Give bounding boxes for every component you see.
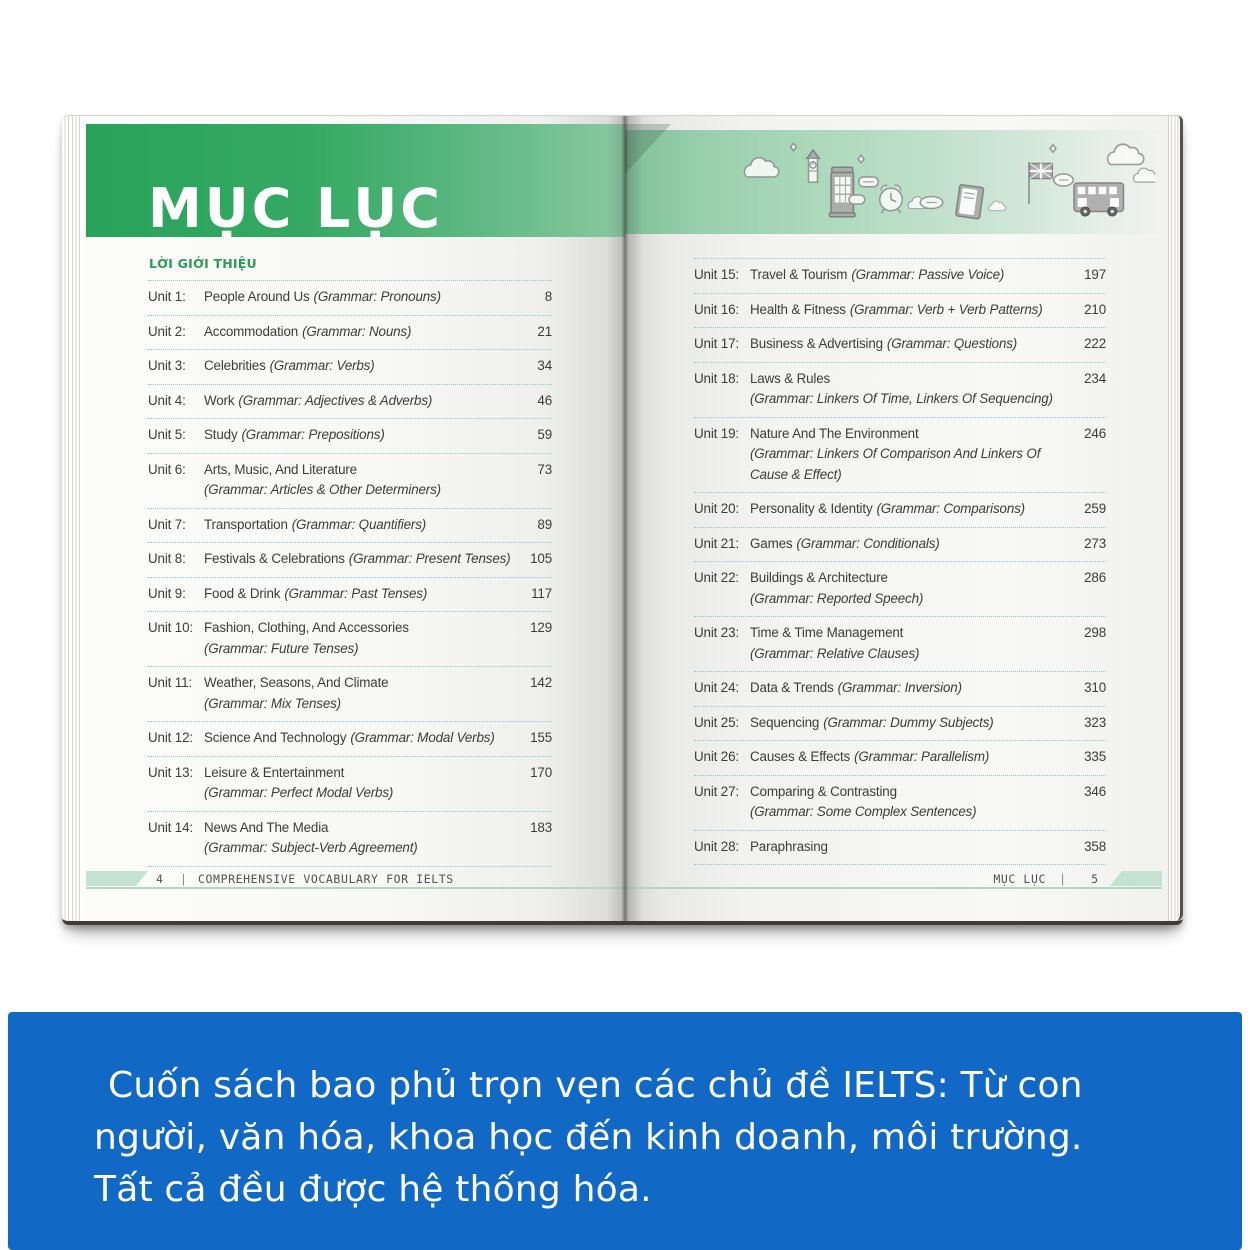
sparkle-icon xyxy=(858,155,864,163)
toc-grammar-note: (Grammar: Present Tenses) xyxy=(348,551,511,566)
toc-entry-line xyxy=(750,389,1064,410)
footer-divider: | xyxy=(1059,872,1066,886)
toc-entry-line xyxy=(750,444,1064,485)
intro-section-heading: LỜI GIỚI THIỆU xyxy=(148,256,552,281)
toc-unit-label: Unit 14: xyxy=(148,819,193,835)
toc-entry-text xyxy=(750,568,1070,609)
toc-unit-label: Unit 8: xyxy=(148,551,186,566)
toc-unit-label: Unit 4: xyxy=(148,392,186,408)
toc-entry-title: Arts, Music, And Literature xyxy=(204,461,357,477)
toc-entry xyxy=(694,672,1106,707)
toc-entry-line xyxy=(204,460,510,481)
toc-unit-label: Unit 24: xyxy=(694,680,739,695)
toc-entry-title: People Around Us xyxy=(204,289,310,304)
toc-entry-line xyxy=(204,728,510,749)
toc-unit-label: Unit 23: xyxy=(694,625,739,640)
toc-entry-text xyxy=(750,424,1070,486)
toc-page-number: 298 xyxy=(1084,625,1106,640)
toc-entry xyxy=(694,831,1106,866)
toc-entry xyxy=(694,562,1106,617)
toc-entry xyxy=(694,418,1106,494)
toc-entry-line xyxy=(204,391,510,412)
thought-bubble-icon xyxy=(920,197,943,209)
toc-entry-line xyxy=(204,480,510,501)
toc-entry xyxy=(148,454,552,509)
toc-entry-line xyxy=(750,713,1064,734)
toc-entry-text xyxy=(750,782,1070,823)
toc-entry-title: Business & Advertising xyxy=(750,336,883,351)
toc-entry-text xyxy=(750,713,1070,734)
book-spread xyxy=(62,115,1183,925)
toc-entry-title: Health & Fitness xyxy=(750,301,846,317)
toc-entry xyxy=(148,316,552,351)
toc-entry xyxy=(148,350,552,385)
toc-left-column xyxy=(148,256,552,867)
toc-entry-text xyxy=(204,584,516,605)
toc-entry xyxy=(148,757,552,812)
toc-entry-text xyxy=(204,356,516,377)
toc-entry-text xyxy=(204,763,516,804)
toc-entry-line xyxy=(750,644,1064,665)
toc-entry xyxy=(148,509,552,544)
toc-entry-text xyxy=(750,369,1070,410)
toc-grammar-note: (Grammar: Reported Speech) xyxy=(750,590,924,606)
toc-page-number: 170 xyxy=(530,764,552,780)
toc-entry-line xyxy=(204,549,510,570)
toc-entry-title: Comparing & Contrasting xyxy=(750,783,897,799)
toc-page-number: 73 xyxy=(537,461,552,477)
toc-entry xyxy=(148,543,552,578)
toc-unit-label: Unit 28: xyxy=(694,838,739,854)
sparkle-icon xyxy=(1050,145,1056,153)
toc-page-number: 34 xyxy=(537,358,552,373)
toc-entry-title: Food & Drink xyxy=(204,585,281,601)
toc-page-number: 310 xyxy=(1084,680,1106,695)
toc-entry-text xyxy=(204,287,516,308)
speech-bubble-icon xyxy=(1054,174,1074,186)
page-number: 4 xyxy=(156,872,163,886)
toc-unit-label: Unit 3: xyxy=(148,358,186,373)
toc-entry-title: Weather, Seasons, And Climate xyxy=(204,675,389,690)
toc-list-left xyxy=(148,281,552,867)
toc-unit-label: Unit 2: xyxy=(148,323,186,339)
toc-unit-label: Unit 7: xyxy=(148,516,186,532)
toc-grammar-note: (Grammar: Verb + Verb Patterns) xyxy=(849,301,1043,317)
toc-grammar-note: (Grammar: Linkers Of Comparison And Linkers Of Cause & Effect) xyxy=(750,446,1041,482)
big-ben-icon xyxy=(807,150,819,182)
toc-entry-title: Nature And The Environment xyxy=(750,425,919,441)
toc-page-number: 183 xyxy=(530,819,552,835)
toc-entry-title: Accommodation xyxy=(204,323,299,339)
toc-entry-text xyxy=(204,460,516,501)
toc-entry-text xyxy=(750,678,1070,699)
left-page xyxy=(82,116,625,921)
toc-grammar-note: (Grammar: Pronouns) xyxy=(313,289,441,304)
toc-page-number: 117 xyxy=(531,585,552,601)
toc-grammar-note: (Grammar: Mix Tenses) xyxy=(204,695,341,711)
toc-entry-line xyxy=(750,747,1064,768)
toc-entry-line xyxy=(750,334,1064,355)
page-number: 5 xyxy=(1091,872,1098,886)
toc-entry-line xyxy=(750,369,1064,390)
toc-entry-text xyxy=(750,534,1070,555)
toc-entry-line xyxy=(204,515,510,536)
toc-page-number: 142 xyxy=(530,675,552,690)
toc-unit-label: Unit 21: xyxy=(694,535,739,551)
toc-unit-label: Unit 25: xyxy=(694,714,739,730)
toc-entry-title: Personality & Identity xyxy=(750,501,873,516)
toc-page-number: 222 xyxy=(1084,336,1106,351)
toc-entry-line xyxy=(204,639,510,660)
cloud-icon xyxy=(1108,144,1144,164)
toc-unit-label: Unit 27: xyxy=(694,783,739,799)
page-stack-right-edge xyxy=(1168,116,1183,921)
london-doodles xyxy=(735,136,1155,230)
toc-grammar-note: (Grammar: Articles & Other Determiners) xyxy=(204,482,441,497)
toc-entry xyxy=(694,294,1106,329)
toc-unit-label: Unit 26: xyxy=(694,749,739,764)
footer-green-band xyxy=(86,871,148,886)
toc-entry-line xyxy=(750,499,1064,520)
toc-entry-text xyxy=(204,673,516,714)
cloud-icon xyxy=(989,201,1006,211)
toc-entry-title: Leisure & Entertainment xyxy=(204,764,345,780)
toc-grammar-note: (Grammar: Relative Clauses) xyxy=(750,645,920,661)
toc-unit-label: Unit 11: xyxy=(148,675,192,690)
toc-entry xyxy=(694,363,1106,418)
toc-entry xyxy=(694,328,1106,363)
toc-entry-title: Transportation xyxy=(204,516,288,532)
toc-page-number: 105 xyxy=(530,551,552,566)
right-page xyxy=(625,116,1168,921)
toc-grammar-note: (Grammar: Some Complex Sentences) xyxy=(750,804,977,819)
toc-entry-title: Science And Technology xyxy=(204,730,347,745)
toc-grammar-note: (Grammar: Modal Verbs) xyxy=(350,730,495,745)
toc-entry-line xyxy=(750,782,1064,803)
toc-entry xyxy=(694,741,1106,776)
toc-entry xyxy=(148,385,552,420)
toc-entry-line xyxy=(750,837,1064,858)
toc-unit-label: Unit 9: xyxy=(148,585,186,601)
toc-entry-title: Sequencing xyxy=(750,714,820,730)
footer-green-band xyxy=(1110,871,1162,886)
toc-entry xyxy=(694,528,1106,563)
toc-page-number: 358 xyxy=(1084,838,1106,854)
toc-unit-label: Unit 18: xyxy=(694,370,739,386)
toc-grammar-note: (Grammar: Passive Voice) xyxy=(851,267,1005,282)
toc-entry xyxy=(148,419,552,454)
toc-entry-title: Travel & Tourism xyxy=(750,267,848,282)
toc-entry-line xyxy=(750,534,1064,555)
toc-entry xyxy=(148,812,552,867)
caption-line: Tất cả đều được hệ thống hóa. xyxy=(94,1168,652,1210)
footer-section-label: MỤC LỤC xyxy=(993,872,1046,886)
toc-entry-line xyxy=(204,694,510,715)
toc-entry-line xyxy=(204,763,510,784)
caption-line: Cuốn sách bao phủ trọn vẹn các chủ đề IELTS: Từ con xyxy=(108,1065,1083,1106)
toc-page-number: 46 xyxy=(537,392,552,408)
toc-entry-title: Causes & Effects xyxy=(750,749,851,764)
toc-grammar-note: (Grammar: Conditionals) xyxy=(796,535,940,551)
toc-entry-text xyxy=(750,334,1070,355)
toc-entry-title: Buildings & Architecture xyxy=(750,570,888,585)
toc-entry-title: News And The Media xyxy=(204,819,329,835)
toc-page-number: 335 xyxy=(1084,749,1106,764)
book-icon xyxy=(956,185,984,220)
toc-entry xyxy=(694,707,1106,742)
caption-text xyxy=(8,1012,1242,1215)
toc-entry-title: Laws & Rules xyxy=(750,370,831,386)
toc-entry-text xyxy=(204,425,516,446)
toc-entry-text xyxy=(750,499,1070,520)
toc-entry-line xyxy=(204,287,510,308)
toc-grammar-note: (Grammar: Comparisons) xyxy=(876,501,1025,516)
footer-divider: | xyxy=(180,872,187,886)
toc-page-number: 129 xyxy=(530,620,552,635)
toc-entry-line xyxy=(750,678,1064,699)
toc-entry-line xyxy=(204,322,510,343)
toc-entry-title: Celebrities xyxy=(204,358,266,373)
toc-right-column xyxy=(694,258,1106,865)
toc-entry-line xyxy=(204,584,510,605)
toc-unit-label: Unit 19: xyxy=(694,425,739,441)
toc-entry-line xyxy=(204,783,510,804)
toc-entry-text xyxy=(750,747,1070,768)
toc-entry-line xyxy=(750,802,1064,823)
toc-entry-text xyxy=(204,322,516,343)
toc-page-number: 197 xyxy=(1084,267,1106,282)
toc-grammar-note: (Grammar: Linkers Of Time, Linkers Of Sequencing) xyxy=(750,391,1053,406)
toc-entry-text xyxy=(204,618,516,659)
toc-page-number: 259 xyxy=(1084,501,1106,516)
toc-page-number: 273 xyxy=(1084,535,1106,551)
toc-entry-line xyxy=(204,838,510,859)
uk-flag-icon xyxy=(1029,162,1052,204)
toc-entry xyxy=(694,493,1106,528)
toc-page-number: 246 xyxy=(1084,425,1106,441)
toc-grammar-note: (Grammar: Dummy Subjects) xyxy=(823,714,994,730)
toc-entry xyxy=(148,281,552,316)
toc-grammar-note: (Grammar: Quantifiers) xyxy=(291,516,427,532)
toc-page-number: 210 xyxy=(1084,301,1106,317)
toc-entry-title: Games xyxy=(750,535,793,551)
page-stack-left-edge xyxy=(62,116,82,921)
caption-line: người, văn hóa, khoa học đến kinh doanh, môi trường. xyxy=(94,1116,1083,1158)
cloud-icon xyxy=(1133,168,1155,182)
toc-entry-line xyxy=(750,300,1064,321)
toc-entry-text xyxy=(204,549,516,570)
toc-unit-label: Unit 12: xyxy=(148,730,193,745)
toc-list-right xyxy=(694,258,1106,865)
toc-entry xyxy=(148,612,552,667)
toc-page-number: 59 xyxy=(537,427,552,442)
toc-unit-label: Unit 1: xyxy=(148,289,186,304)
toc-header-banner xyxy=(86,124,625,240)
toc-unit-label: Unit 6: xyxy=(148,461,186,477)
toc-entry xyxy=(694,617,1106,672)
toc-entry-line xyxy=(750,589,1064,610)
toc-entry-text xyxy=(204,728,516,749)
toc-entry-text xyxy=(750,265,1070,286)
left-page-footer xyxy=(86,868,625,894)
toc-entry-text xyxy=(204,515,516,536)
toc-grammar-note: (Grammar: Prepositions) xyxy=(241,427,385,442)
toc-entry-line xyxy=(750,265,1064,286)
toc-unit-label: Unit 20: xyxy=(694,501,739,516)
toc-entry-text xyxy=(204,391,516,412)
footer-rule xyxy=(86,887,625,889)
toc-entry-title: Festivals & Celebrations xyxy=(204,551,345,566)
toc-entry-line xyxy=(750,424,1064,445)
running-title: COMPREHENSIVE VOCABULARY FOR IELTS xyxy=(198,872,454,886)
toc-grammar-note: (Grammar: Questions) xyxy=(886,336,1018,351)
toc-entry-line xyxy=(750,568,1064,589)
toc-entry xyxy=(148,667,552,722)
toc-grammar-note: (Grammar: Parallelism) xyxy=(854,749,990,764)
toc-page-number: 323 xyxy=(1084,714,1106,730)
toc-entry-title: Time & Time Management xyxy=(750,625,904,640)
toc-entry-line xyxy=(204,673,510,694)
toc-entry xyxy=(694,776,1106,831)
toc-unit-label: Unit 10: xyxy=(148,620,193,635)
toc-page-number: 234 xyxy=(1084,370,1106,386)
toc-grammar-note: (Grammar: Nouns) xyxy=(302,323,412,339)
toc-entry-title: Work xyxy=(204,392,235,408)
toc-entry-line xyxy=(204,818,510,839)
toc-entry-text xyxy=(750,623,1070,664)
toc-entry-text xyxy=(204,818,516,859)
toc-entry-line xyxy=(204,618,510,639)
toc-entry-title: Paraphrasing xyxy=(750,838,828,854)
alarm-clock-icon xyxy=(880,185,903,213)
double-decker-bus-icon xyxy=(1074,183,1124,216)
toc-page-number: 155 xyxy=(530,730,552,745)
doodle-header-band xyxy=(625,130,1164,234)
toc-grammar-note: (Grammar: Past Tenses) xyxy=(284,585,428,601)
toc-entry-text xyxy=(750,837,1070,858)
sparkle-icon xyxy=(791,143,797,151)
toc-entry-line xyxy=(204,356,510,377)
toc-entry-text xyxy=(750,300,1070,321)
page-title: MỤC LỤC xyxy=(148,177,443,240)
spine-shadow xyxy=(625,124,671,174)
right-page-footer xyxy=(625,868,1162,894)
toc-page-number: 89 xyxy=(537,516,552,532)
toc-page-number: 286 xyxy=(1084,570,1106,585)
toc-entry-line xyxy=(204,425,510,446)
toc-entry-title: Fashion, Clothing, And Accessories xyxy=(204,620,409,635)
toc-entry xyxy=(148,722,552,757)
toc-grammar-note: (Grammar: Subject-Verb Agreement) xyxy=(204,840,418,855)
phone-booth-icon xyxy=(830,167,856,217)
footer-rule xyxy=(625,887,1162,889)
toc-unit-label: Unit 22: xyxy=(694,570,739,585)
toc-grammar-note: (Grammar: Adjectives & Adverbs) xyxy=(238,392,433,408)
toc-entry-title: Data & Trends xyxy=(750,680,834,695)
toc-grammar-note: (Grammar: Perfect Modal Verbs) xyxy=(204,785,394,800)
toc-entry xyxy=(694,259,1106,294)
toc-grammar-note: (Grammar: Inversion) xyxy=(837,680,962,695)
toc-entry xyxy=(148,578,552,613)
toc-unit-label: Unit 17: xyxy=(694,336,739,351)
toc-grammar-note: (Grammar: Verbs) xyxy=(269,358,375,373)
toc-page-number: 8 xyxy=(544,289,552,304)
cloud-icon xyxy=(744,158,778,177)
toc-unit-label: Unit 16: xyxy=(694,301,739,317)
caption-banner xyxy=(8,1012,1242,1250)
toc-grammar-note: (Grammar: Future Tenses) xyxy=(204,640,359,656)
toc-entry-title: Study xyxy=(204,427,238,442)
toc-page-number: 346 xyxy=(1084,783,1106,799)
toc-unit-label: Unit 13: xyxy=(148,764,193,780)
toc-unit-label: Unit 15: xyxy=(694,267,739,282)
toc-entry-line xyxy=(750,623,1064,644)
toc-unit-label: Unit 5: xyxy=(148,427,186,442)
toc-page-number: 21 xyxy=(537,323,552,339)
